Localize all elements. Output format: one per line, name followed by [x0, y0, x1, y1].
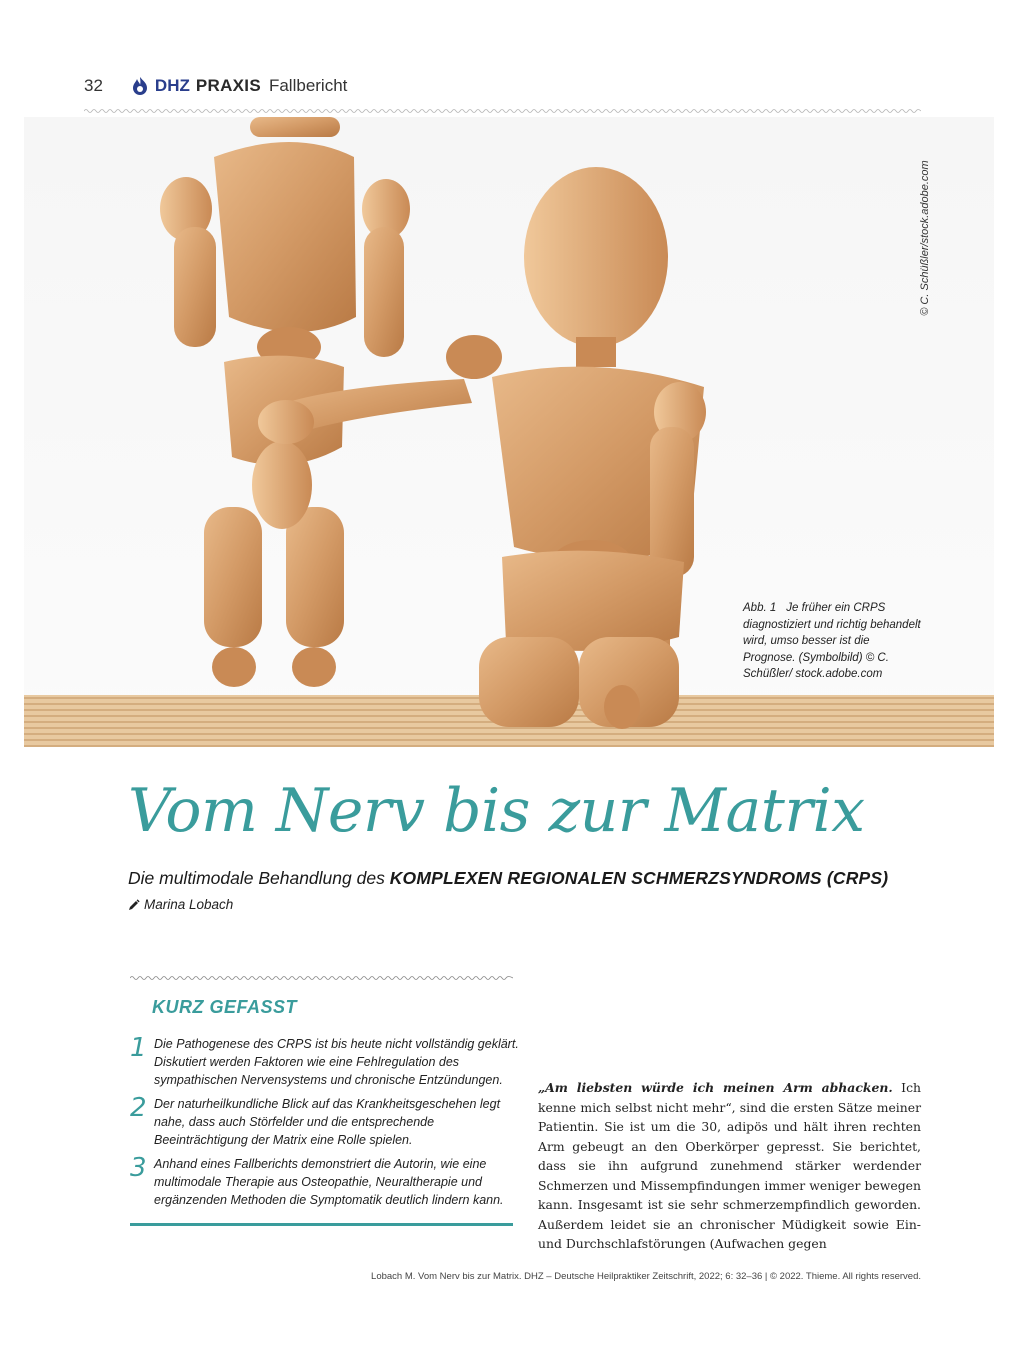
page-header	[84, 74, 347, 98]
figure-caption	[743, 600, 923, 683]
kurz-point-text: Die Pathogenese des CRPS ist bis heute nicht vollständig geklärt. Diskutiert werden Faktoren wie eine Fehlregulation des sympathischen Nervensystems und chronische Entzündungen.	[154, 1037, 519, 1087]
citation-footer: Lobach M. Vom Nerv bis zur Matrix. DHZ – Deutsche Heilpraktiker Zeitschrift, 2022; 6: 32–36 | © 2022. Thieme. All rights reserved.	[371, 1271, 921, 1282]
kurz-point-number: 2	[130, 1093, 147, 1123]
section-label: Fallbericht	[268, 76, 348, 95]
photo-credit: © C. Schüßler/stock.adobe.com	[919, 159, 931, 316]
body-lead: „Am liebsten würde ich meinen Arm abhacken.	[538, 1080, 893, 1095]
kurz-point	[130, 1035, 520, 1089]
article-subtitle	[128, 868, 888, 889]
caption-label: Abb. 1	[743, 602, 777, 614]
body-text: Ich kenne mich selbst nicht mehr“, sind die ersten Sätze meiner Patientin. Sie ist um die 30, adipös und hält ihren rechten Arm gebeugt an den Oberkörper gepresst. Sie berichtet, dass sie ihn aufgrund zunehmend stärker werdender Schmerzen und Missempfindungen immer weniger bewegen kann. Insgesamt ist sie sehr schmerzempfindlich geworden. Außerdem leidet sie an chronischer Müdigkeit sowie Ein- und Durchschlafstörungen (Aufwachen gegen	[538, 1080, 921, 1251]
header-divider	[84, 108, 921, 114]
caption-text: Je früher ein CRPS diagnostiziert und richtig behandelt wird, umso besser ist die Prognose. (Symbolbild) © C. Schüßler/ stock.adobe.com	[743, 602, 921, 680]
page-number: 32	[84, 76, 103, 95]
kurz-point-number: 1	[130, 1033, 147, 1063]
author-line	[128, 897, 233, 912]
dhz-logo-icon	[131, 76, 149, 96]
kurz-point-text: Der naturheilkundliche Blick auf das Krankheitsgeschehen legt nahe, dass auch Störfelder und die entsprechende Beeinträchtigung der Matrix eine Rolle spielen.	[154, 1097, 501, 1147]
kurz-point-text: Anhand eines Fallberichts demonstriert die Autorin, wie eine multimodale Therapie aus Osteopathie, Neuraltherapie und ergänzenden Methoden die Symptomatik deutlich lindern kann.	[154, 1157, 504, 1207]
brand-dhz: DHZ	[154, 76, 190, 95]
kurz-divider	[130, 975, 513, 981]
article-body	[538, 1078, 921, 1254]
brand-praxis: PRAXIS	[195, 76, 261, 95]
pencil-icon	[128, 899, 140, 911]
kurz-gefasst-heading: KURZ GEFASST	[152, 997, 298, 1017]
author-name: Marina Lobach	[144, 897, 234, 912]
article-title: Vom Nerv bis zur Matrix	[128, 776, 865, 846]
kurz-bottom-rule	[130, 1223, 513, 1226]
subtitle-prefix: Die multimodale Behandlung des	[128, 868, 385, 888]
kurz-point-number: 3	[130, 1153, 147, 1183]
subtitle-emphasis: KOMPLEXEN REGIONALEN SCHMERZSYNDROMS (CRPS)	[389, 868, 889, 888]
kurz-point	[130, 1095, 520, 1149]
kurz-point	[130, 1155, 520, 1209]
